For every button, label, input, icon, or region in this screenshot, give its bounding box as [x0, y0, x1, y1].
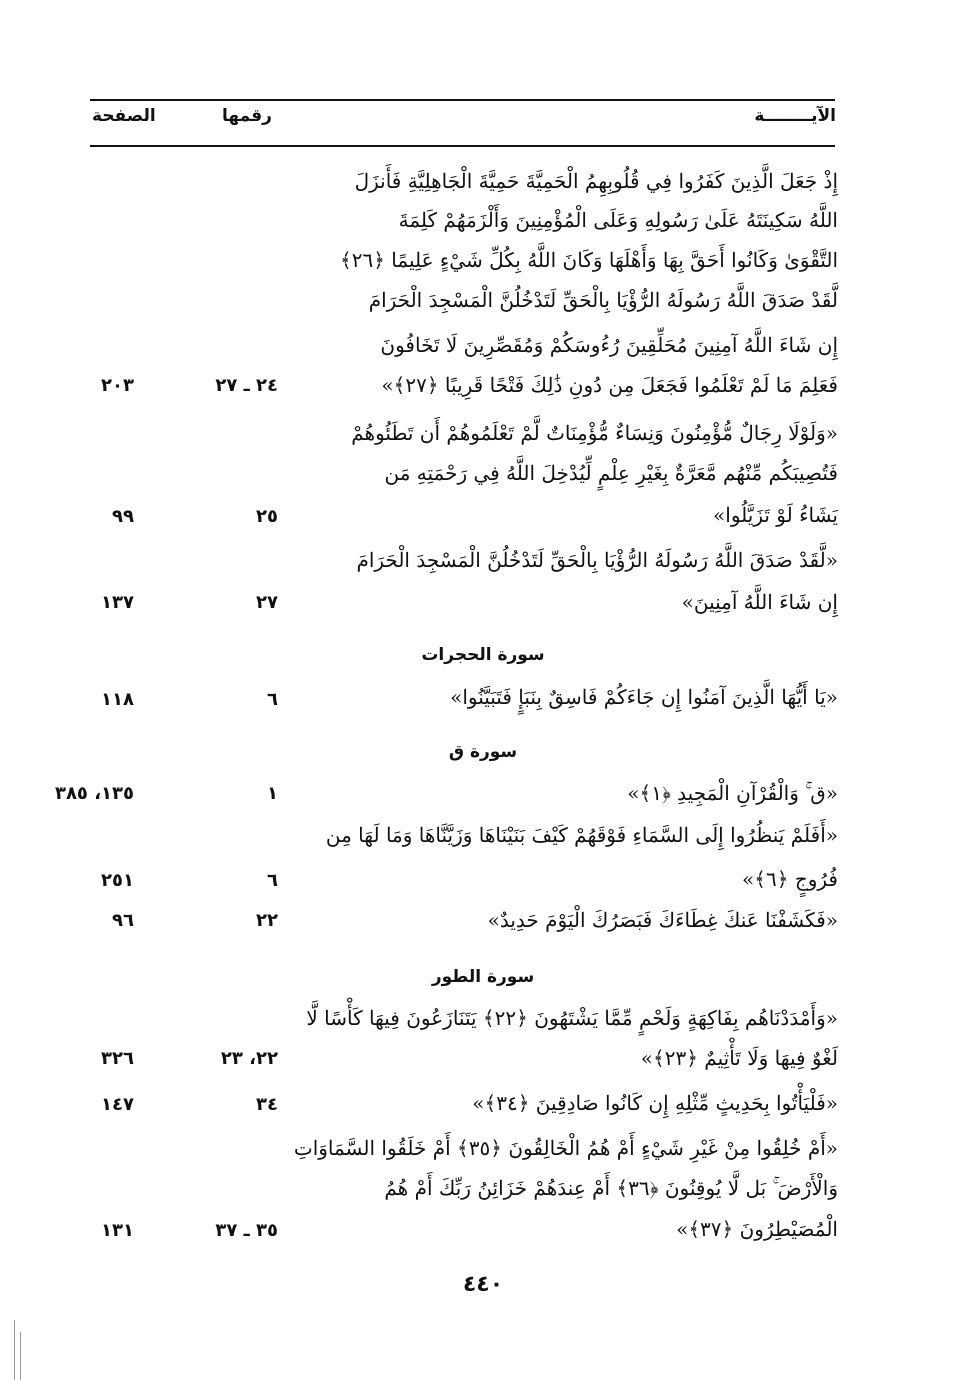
scan-edge-mark [14, 1320, 15, 1380]
verse-number: ٦ [267, 870, 278, 891]
verse-line: «وَلَوْلَا رِجَالٌ مُّؤْمِنُونَ وَنِسَاءٌ مُّؤْمِنَاتٌ لَّمْ تَعْلَمُوهُمْ أَن تَطَئُوهُمْ [351, 421, 838, 445]
verse-number: ٢٤ ـ ٢٧ [215, 375, 278, 396]
verse-line: «أَمْ خُلِقُوا مِنْ غَيْرِ شَيْءٍ أَمْ هُمُ الْخَالِقُونَ ﴿٣٥﴾ أَمْ خَلَقُوا السَّمَاوَاتِ [293, 1136, 838, 1160]
verse-line: الْمُصَيْطِرُونَ ﴿٣٧﴾» [676, 1217, 838, 1241]
page-reference: ١٣١ [101, 1220, 134, 1241]
verse-number: ٢٢ [256, 910, 278, 931]
header-verse-column: الآيــــــــة [754, 106, 836, 126]
verse-line: وَالْأَرْضَ ۚ بَل لَّا يُوقِنُونَ ﴿٣٦﴾ أَمْ عِندَهُمْ خَزَائِنُ رَبِّكَ أَمْ هُمُ [384, 1176, 838, 1200]
verse-line: فَعَلِمَ مَا لَمْ تَعْلَمُوا فَجَعَلَ مِن دُونِ ذَٰلِكَ فَتْحًا قَرِيبًا ﴿٢٧﴾» [381, 373, 838, 397]
verse-line: إِذْ جَعَلَ الَّذِينَ كَفَرُوا فِي قُلُوبِهِمُ الْحَمِيَّةَ حَمِيَّةَ الْجَاهِلِيَّةِ فَأَنزَلَ [354, 169, 838, 193]
verse-line: «يَا أَيُّهَا الَّذِينَ آمَنُوا إِن جَاءَكُمْ فَاسِقٌ بِنَبَإٍ فَتَبَيَّنُوا» [450, 685, 838, 709]
verse-line: لَغْوٌ فِيهَا وَلَا تَأْثِيمٌ ﴿٢٣﴾» [640, 1046, 838, 1070]
verse-line: التَّقْوَىٰ وَكَانُوا أَحَقَّ بِهَا وَأَهْلَهَا وَكَانَ اللَّهُ بِكُلِّ شَيْءٍ عَلِيمًا ﴿٢٦﴾ [340, 248, 838, 272]
verse-line: إِن شَاءَ اللَّهُ آمِنِينَ» [681, 590, 838, 614]
verse-line: إِن شَاءَ اللَّهُ آمِنِينَ مُحَلِّقِينَ رُءُوسَكُمْ وَمُقَصِّرِينَ لَا تَخَافُونَ [380, 333, 838, 357]
verse-number: ٣٥ ـ ٣٧ [215, 1220, 278, 1241]
page-reference: ٣٢٦ [101, 1048, 134, 1069]
page-reference: ١١٨ [101, 689, 134, 710]
surah-heading: سورة الطور [431, 967, 535, 987]
page-reference: ٢٠٣ [101, 375, 134, 396]
surah-heading: سورة الحجرات [421, 645, 545, 665]
header-page-column: الصفحة [92, 106, 156, 126]
verse-number: ٣٤ [256, 1094, 278, 1115]
page-reference: ١٣٧ [101, 592, 134, 613]
page-reference: ٢٥١ [101, 870, 134, 891]
verse-line: فَتُصِيبَكُم مِّنْهُم مَّعَرَّةٌ بِغَيْرِ عِلْمٍ لِّيُدْخِلَ اللَّهُ فِي رَحْمَتِهِ مَن [384, 461, 838, 485]
verse-line: فُرُوجٍ ﴿٦﴾» [742, 867, 838, 891]
page-reference: ١٤٧ [101, 1094, 134, 1115]
page-reference: ١٣٥، ٣٨٥ [54, 783, 134, 804]
verse-line: «فَكَشَفْنَا عَنكَ غِطَاءَكَ فَبَصَرُكَ الْيَوْمَ حَدِيدٌ» [487, 908, 838, 932]
verse-number: ١ [267, 783, 278, 804]
verse-number: ٢٧ [256, 592, 278, 613]
verse-line: «وَأَمْدَدْنَاهُم بِفَاكِهَةٍ وَلَحْمٍ مِّمَّا يَشْتَهُونَ ﴿٢٢﴾ يَتَنَازَعُونَ فِيهَا كَأْسًا لَّا [306, 1006, 838, 1030]
top-rule [90, 99, 835, 101]
verse-number: ٢٢، ٢٣ [220, 1048, 278, 1069]
scan-edge-mark [20, 1332, 21, 1380]
header-rule [90, 145, 835, 147]
verse-line: «لَّقَدْ صَدَقَ اللَّهُ رَسُولَهُ الرُّؤْيَا بِالْحَقِّ لَتَدْخُلُنَّ الْمَسْجِدَ الْحَرَامَ [356, 548, 838, 572]
verse-line: «فَلْيَأْتُوا بِحَدِيثٍ مِّثْلِهِ إِن كَانُوا صَادِقِينَ ﴿٣٤﴾» [472, 1091, 838, 1115]
verse-number: ٦ [267, 689, 278, 710]
surah-heading: سورة ق [448, 742, 518, 762]
verse-line: اللَّهُ سَكِينَتَهُ عَلَىٰ رَسُولِهِ وَعَلَى الْمُؤْمِنِينَ وَأَلْزَمَهُمْ كَلِمَةَ [398, 208, 838, 232]
page-number: ٤٤٠ [462, 1272, 504, 1297]
verse-line: يَشَاءُ لَوْ تَزَيَّلُوا» [713, 503, 838, 527]
verse-line: «أَفَلَمْ يَنظُرُوا إِلَى السَّمَاءِ فَوْقَهُمْ كَيْفَ بَنَيْنَاهَا وَزَيَّنَّاهَا وَمَا لَهَا مِن [325, 823, 838, 847]
verse-line: «ق ۚ وَالْقُرْآنِ الْمَجِيدِ ﴿١﴾» [627, 781, 838, 805]
verse-number: ٢٥ [256, 506, 278, 527]
page-reference: ٩٦ [112, 910, 134, 931]
verse-line: لَّقَدْ صَدَقَ اللَّهُ رَسُولَهُ الرُّؤْيَا بِالْحَقِّ لَتَدْخُلُنَّ الْمَسْجِدَ الْحَرَامَ [368, 288, 838, 312]
header-number-column: رقمها [222, 106, 272, 126]
page-reference: ٩٩ [112, 506, 134, 527]
